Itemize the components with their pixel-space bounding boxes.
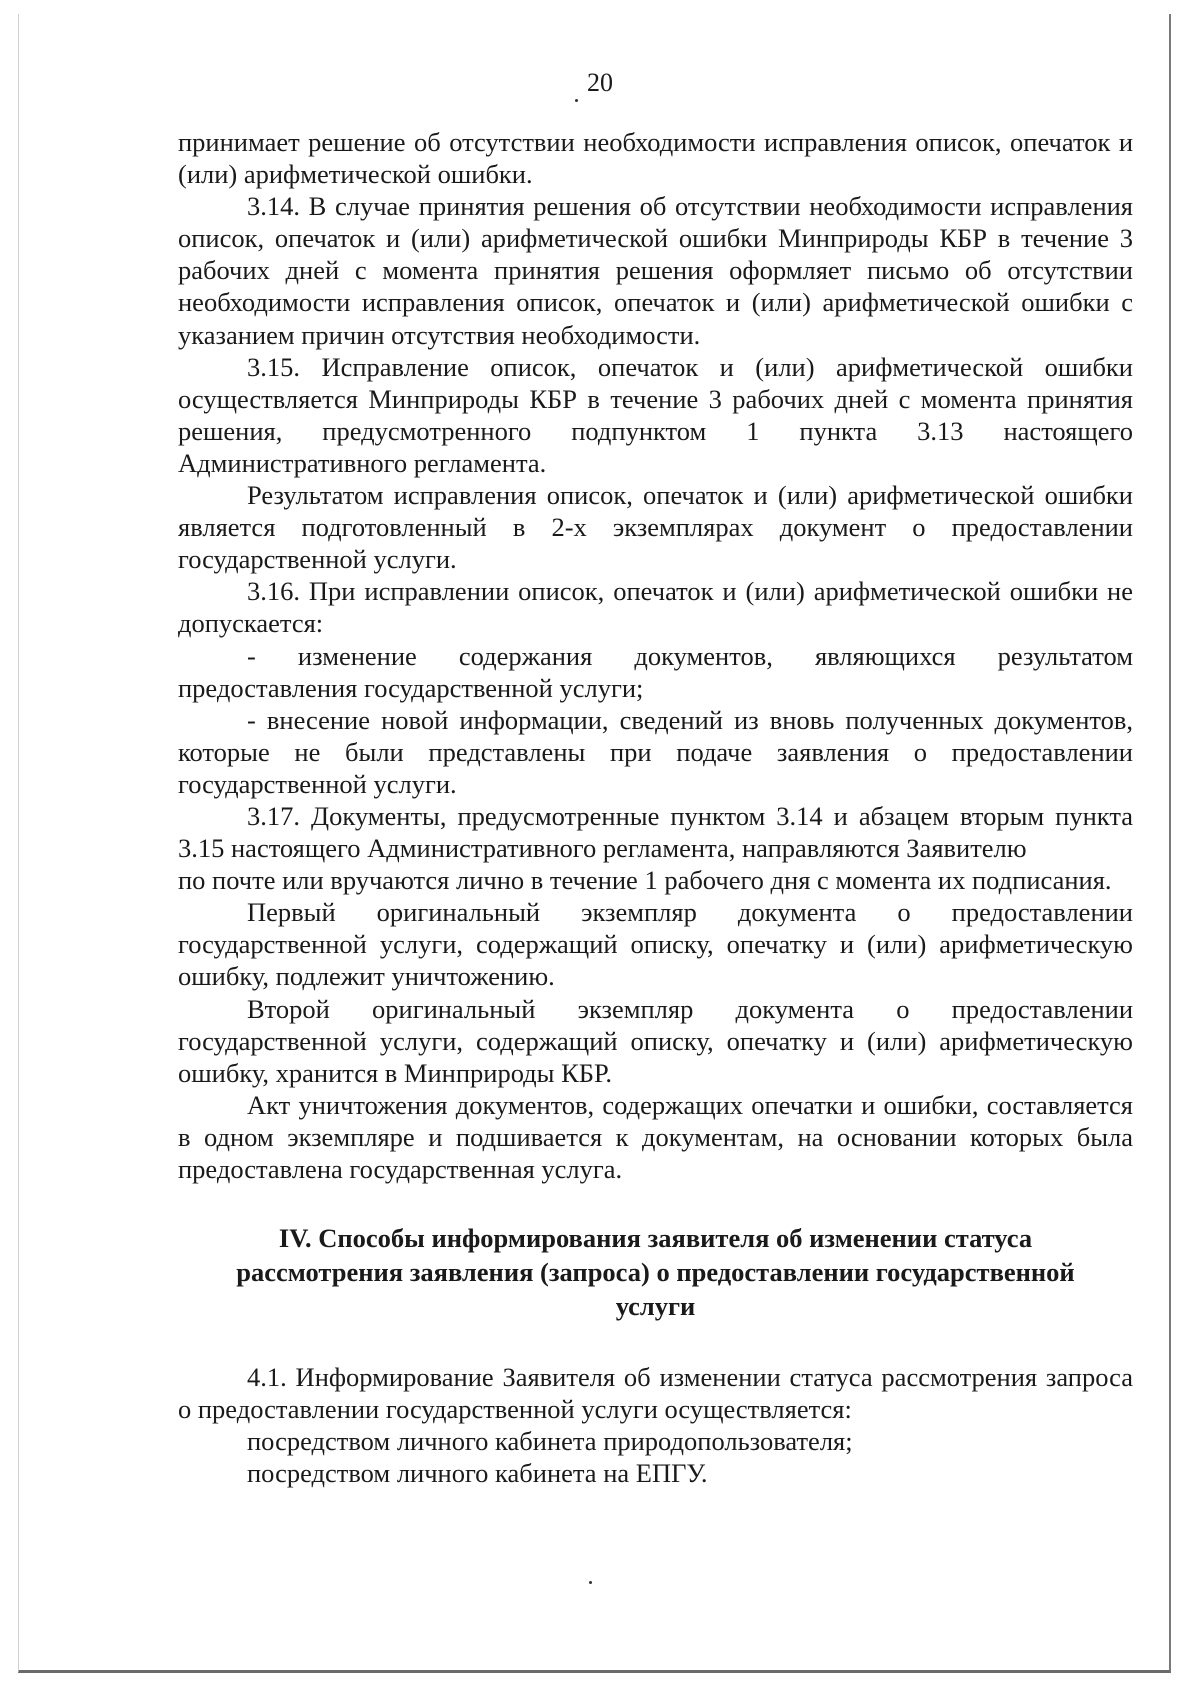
scan-speck <box>575 99 578 102</box>
paragraph: Второй оригинальный экземпляр документа о предоставлении государственной услуги, содержащий описку, опечатку и (или) арифметическую ошибку, хранится в Минприроды КБР. <box>178 993 1133 1088</box>
paragraph: по почте или вручаются лично в течение 1 рабочего дня с момента их подписания. <box>178 865 1112 896</box>
section-heading: IV. Способы информирования заявителя об изменении статуса рассмотрения заявления (запроса) о предоставлении государственной услуги <box>236 1223 1075 1322</box>
paragraph-4-1: 4.1. Информирование Заявителя об изменении статуса рассмотрения запроса о предоставлении государственной услуги осуществляется: <box>178 1362 1133 1425</box>
list-item: - изменение содержания документов, являющихся результатом предоставления государственной услуги; <box>178 640 1133 703</box>
scan-speck <box>589 1581 592 1584</box>
document-body <box>178 126 1133 1489</box>
paragraph: принимает решение об отсутствии необходимости исправления описок, опечаток и (или) арифметической ошибки. <box>178 127 1133 190</box>
list-item: посредством личного кабинета природопользователя; <box>247 1426 853 1457</box>
paragraph: Результатом исправления описок, опечаток и (или) арифметической ошибки является подготовленный в 2-х экземплярах документ о предоставлении государственной услуги. <box>178 480 1133 575</box>
paragraph-3-16: 3.16. При исправлении описок, опечаток и (или) арифметической ошибки не допускается: <box>178 576 1133 639</box>
list-item: - внесение новой информации, сведений из вновь полученных документов, которые не были представлены при подаче заявления о предоставлении государственной услуги. <box>178 704 1133 799</box>
paragraph: Первый оригинальный экземпляр документа о предоставлении государственной услуги, содержащий описку, опечатку и (или) арифметическую ошибку, подлежит уничтожению. <box>178 897 1133 992</box>
list-item: посредством личного кабинета на ЕПГУ. <box>247 1458 708 1489</box>
page-number: 20 <box>587 68 613 97</box>
paragraph: Акт уничтожения документов, содержащих опечатки и ошибки, составляется в одном экземпляре и подшивается к документам, на основании которых была предоставлена государственная услуга. <box>178 1089 1133 1184</box>
paragraph-3-17: 3.17. Документы, предусмотренные пунктом 3.14 и абзацем вторым пункта 3.15 настоящего Административного регламента, направляются Заявителю <box>178 800 1133 864</box>
paragraph-3-15: 3.15. Исправление описок, опечаток и (или) арифметической ошибки осуществляется Минприроды КБР в течение 3 рабочих дней с момента принятия решения, предусмотренного подпунктом 1 пункта 3.13 настоящего Административного регламента. <box>178 351 1133 478</box>
paragraph-3-14: 3.14. В случае принятия решения об отсутствии необходимости исправления описок, опечаток и (или) арифметической ошибки Минприроды КБР в течение 3 рабочих дней с момента принятия решения оформляет письмо об отсутствии необходимости исправления описок, опечаток и (или) арифметической ошибки с указанием причин отсутствия необходимости. <box>178 191 1133 350</box>
